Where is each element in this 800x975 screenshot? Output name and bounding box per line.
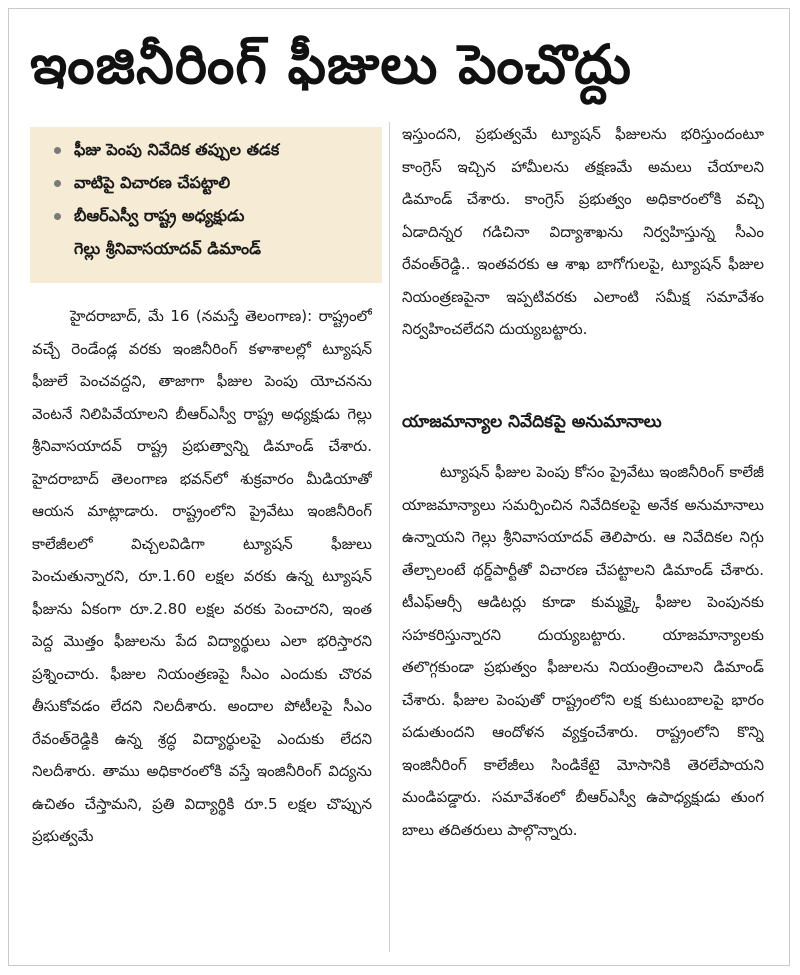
- highlight-item: [52, 166, 372, 199]
- highlight-text: ఫీజు పెంపు నివేదిక తప్పుల తడక: [74, 140, 280, 159]
- body-paragraph: హైదరాబాద్, మే 16 (నమస్తే తెలంగాణ): రాష్ట్రంలో వచ్చే రెండేండ్ల వరకు ఇంజినీరింగ్ కళాశాలల్లో ట్యూషన్ ఫీజులే పెంచవద్దని, తాజాగా ఫీజుల పెంపు యోచనను వెంటనే నిలిపివేయాలని బీఆర్ఎస్వీ రాష్ట్ర అధ్యక్షుడు గెల్లు శ్రీనివాసయాదవ్ రాష్ట్ర ప్రభుత్వాన్ని డిమాండ్ చేశారు. హైదరాబాద్ తెలంగాణ భవన్‌లో శుక్రవారం మీడియాతో ఆయన మాట్లాడారు. రాష్ట్రంలోని ప్రైవేటు ఇంజినీరింగ్ కాలేజీలలో విచ్చలవిడిగా ట్యూషన్ ఫీజులు పెంచుతున్నారని, రూ.1.60 లక్షల వరకు ఉన్న ట్యూషన్ ఫీజును ఏకంగా రూ.2.80 లక్షల వరకు పెంచారని, ఇంత పెద్ద మొత్తం ఫీజులను పేద విద్యార్థులు ఎలా భరిస్తారని ప్రశ్నించారు. ఫీజుల నియంత్రణపై సీఎం ఎందుకు చొరవ తీసుకోవడం లేదని నిలదీశారు. అందాల పోటీలపై సీఎం రేవంత్‌రెడ్డికి ఉన్న శ్రద్ధ విద్యార్థులపై ఎందుకు లేదని నిలదీశారు. తాము అధికారంలోకి వస్తే ఇంజినీరింగ్ విద్యను ఉచితం చేస్తామని, ప్రతి విద్యార్థికి రూ.5 లక్షల చొప్పున ప్రభుత్వమే: [32, 307, 372, 845]
- body-paragraph: ట్యూషన్ ఫీజుల పెంపు కోసం ప్రైవేటు ఇంజినీరింగ్ కాలేజీ యాజమాన్యాలు సమర్పించిన నివేదికలపై అనేక అనుమానాలు ఉన్నాయని గెల్లు శ్రీనివాసయాదవ్ తెలిపారు. ఆ నివేదికల నిగ్గు తేల్చాలంటే థర్డ్‌పార్టీతో విచారణ చేపట్టాలని డిమాండ్ చేశారు. టీఎఫ్ఆర్సీ ఆడిటర్లు కూడా కుమ్మక్కై ఫీజుల పెంపునకు సహకరిస్తున్నారని దుయ్యబట్టారు. యాజమాన్యాలకు తలొగ్గకుండా ప్రభుత్వం ఫీజులను నియంత్రించాలని డిమాండ్ చేశారు. ఫీజుల పెంపుతో రాష్ట్రంలోని లక్ష కుటుంబాలపై భారం పడుతుందని ఆందోళన వ్యక్తంచేశారు. రాష్ట్రంలోని కొన్ని ఇంజినీరింగ్ కాలేజీలు సిండికేటై మోసానికి తెరలేపాయని మండిపడ్డారు. సమావేశంలో బీఆర్ఎస్వీ ఉపాధ్యక్షుడు తుంగ బాలు తదితరులు పాల్గొన్నారు.: [402, 463, 764, 839]
- highlight-text: బీఆర్ఎస్వీ రాష్ట్ర అధ్యక్షుడు: [74, 206, 245, 225]
- highlight-item: [52, 133, 372, 166]
- highlight-text: గెల్లు శ్రీనివాసయాదవ్ డిమాండ్: [74, 239, 261, 258]
- highlights-box: [30, 127, 382, 283]
- body-paragraph: ఇస్తుందని, ప్రభుత్వమే ట్యూషన్ ఫీజులను భరిస్తుందంటూ కాంగ్రెస్ ఇచ్చిన హామీలను తక్షణమే అమలు చేయాలని డిమాండ్ చేశారు. కాంగ్రెస్ ప్రభుత్వం అధికారంలోకి వచ్చి ఏడాదిన్నర గడిచినా విద్యాశాఖను నిర్వహిస్తున్న సీఎం రేవంత్‌రెడ్డి.. ఇంతవరకు ఆ శాఖ బాగోగులపై, ట్యూషన్ ఫీజుల నియంత్రణపైనా ఇప్పటివరకు ఎలాంటి సమీక్ష సమావేశం నిర్వహించలేదని దుయ్యబట్టారు.: [402, 125, 764, 338]
- bullet-icon: [54, 213, 61, 220]
- left-column: [32, 300, 372, 948]
- bullet-icon: [54, 147, 61, 154]
- section-subheading: యాజమాన్యాల నివేదికపై అనుమానాలు: [402, 412, 662, 432]
- right-column-bottom: [402, 456, 764, 946]
- highlight-item: [52, 199, 372, 232]
- highlights-list: [52, 133, 372, 265]
- column-divider: [389, 122, 390, 952]
- bullet-icon: [54, 180, 61, 187]
- highlight-text: వాటిపై విచారణ చేపట్టాలి: [74, 173, 231, 192]
- right-column-top: [402, 118, 764, 388]
- highlight-item-continued: [52, 232, 372, 265]
- article-headline: ఇంజినీరింగ్ ఫీజులు పెంచొద్దు: [30, 33, 632, 96]
